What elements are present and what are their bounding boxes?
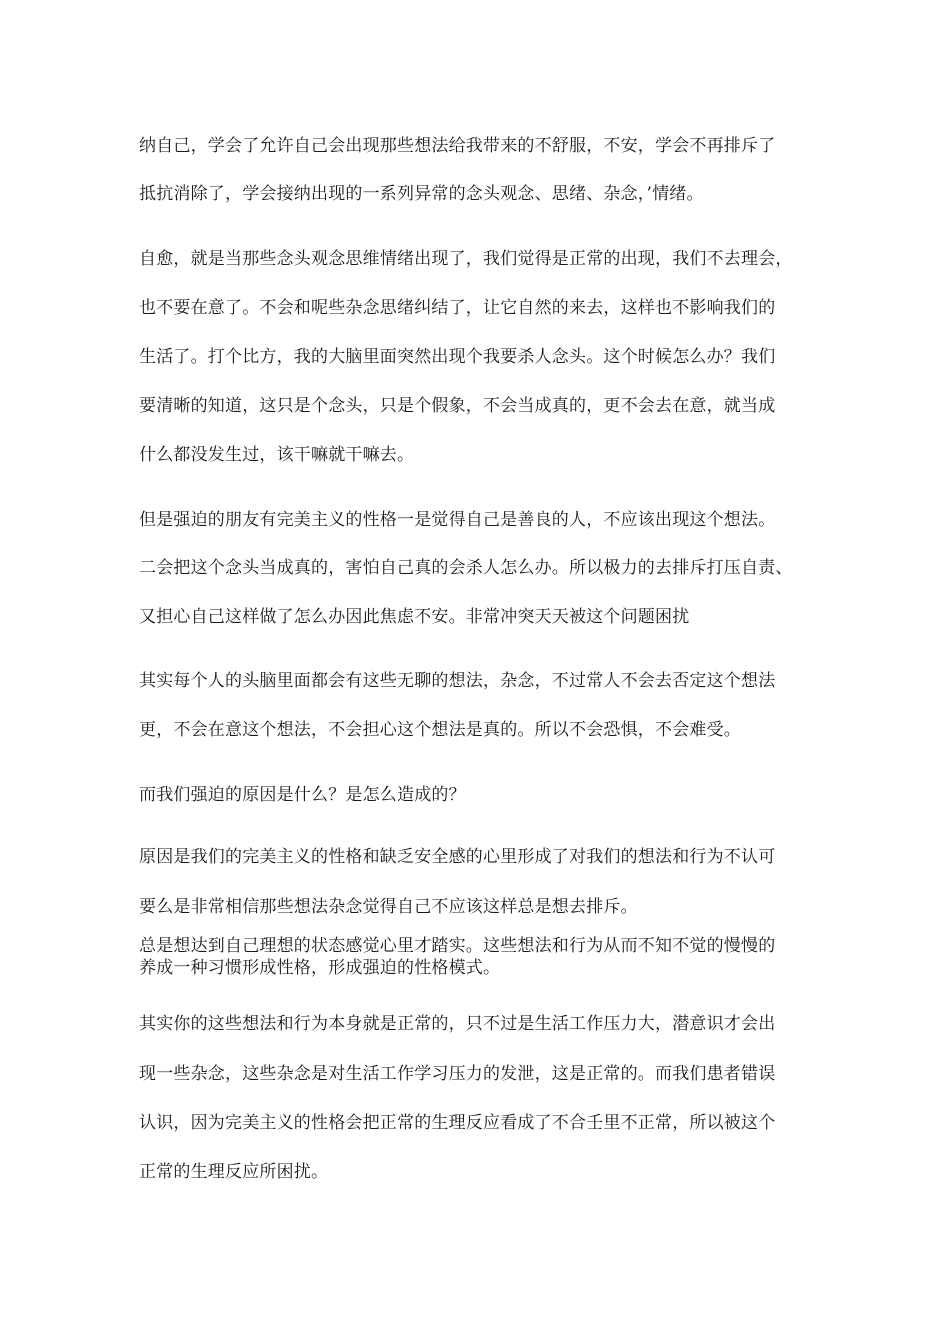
text-line: 现一些杂念，这些杂念是对生活工作学习压力的发泄，这是正常的。而我们患者错误 bbox=[139, 1064, 776, 1084]
text-line: 原因是我们的完美主义的性格和缺乏安全感的心里形成了对我们的想法和行为不认可 bbox=[139, 847, 776, 867]
text-line: 但是强迫的朋友有完美主义的性格一是觉得自己是善良的人，不应该出现这个想法。 bbox=[139, 510, 776, 530]
text-line: 二会把这个念头当成真的，害怕自己真的会杀人怎么办。所以极力的去排斥打压自责、 bbox=[139, 558, 793, 578]
text-line: 纳自己，学会了允许自己会出现那些想法给我带来的不舒服，不安，学会不再排斥了 bbox=[139, 136, 776, 156]
text-line: 生活了。打个比方，我的大脑里面突然出现个我要杀人念头。这个时候怎么办？我们 bbox=[139, 347, 776, 367]
text-line: 要么是非常相信那些想法杂念觉得自己不应该这样总是想去排斥。 bbox=[139, 897, 638, 917]
text-line: 抵抗消除了，学会接纳出现的一系列异常的念头观念、思绪、杂念，’情绪。 bbox=[139, 184, 704, 204]
text-line: 要清晰的知道，这只是个念头，只是个假象，不会当成真的，更不会去在意，就当成 bbox=[139, 396, 776, 416]
text-line: 自愈，就是当那些念头观念思维情绪出现了，我们觉得是正常的出现，我们不去理会， bbox=[139, 249, 793, 269]
text-line: 什么都没发生过，该干嘛就干嘛去。 bbox=[139, 445, 415, 465]
text-line: 而我们强迫的原因是什么？是怎么造成的？ bbox=[139, 785, 466, 805]
text-line: 也不要在意了。不会和呢些杂念思绪纠结了，让它自然的来去，这样也不影响我们的 bbox=[139, 298, 776, 318]
text-line: 认识，因为完美主义的性格会把正常的生理反应看成了不合壬里不正常，所以被这个 bbox=[139, 1113, 776, 1133]
text-line: 养成一种习惯形成性格，形成强迫的性格模式。 bbox=[139, 958, 501, 978]
text-line: 其实你的这些想法和行为本身就是正常的，只不过是生活工作压力大，潜意识才会出 bbox=[139, 1014, 776, 1034]
text-line: 又担心自己这样做了怎么办因此焦虑不安。非常冲突天天被这个问题困扰 bbox=[139, 607, 690, 627]
text-line: 更，不会在意这个想法，不会担心这个想法是真的。所以不会恐惧，不会难受。 bbox=[139, 720, 741, 740]
text-line: 正常的生理反应所困扰。 bbox=[139, 1162, 329, 1182]
text-line: 总是想达到自己理想的状态感觉心里才踏实。这些想法和行为从而不知不觉的慢慢的 bbox=[139, 936, 776, 956]
text-line: 其实每个人的头脑里面都会有这些无聊的想法，杂念，不过常人不会去否定这个想法 bbox=[139, 671, 776, 691]
